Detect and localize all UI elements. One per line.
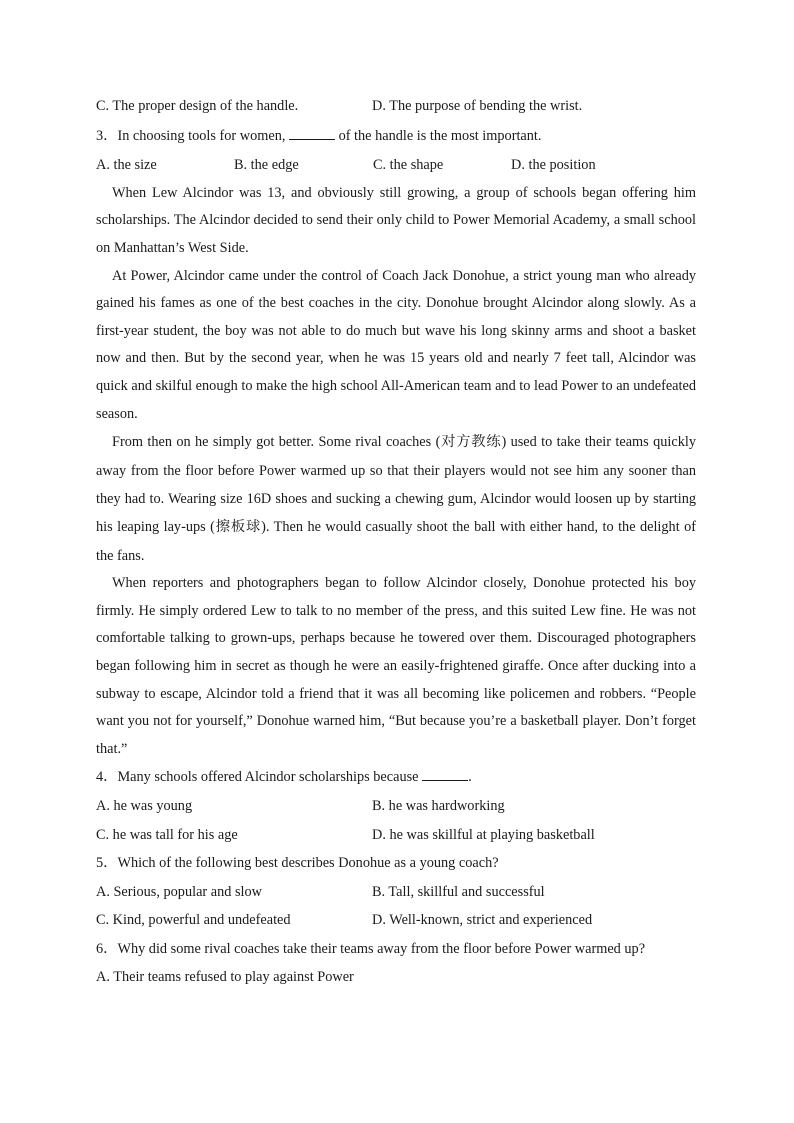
q4-option-c[interactable]: C. he was tall for his age <box>96 826 238 843</box>
question-5 <box>96 849 696 935</box>
q5-options-cd <box>96 906 696 935</box>
q5-option-d[interactable]: D. Well-known, strict and experienced <box>372 912 593 929</box>
q4-options-cd <box>96 821 696 850</box>
q3-option-c[interactable]: C. the shape <box>373 157 444 174</box>
question-3-stem <box>96 123 696 151</box>
reading-passage <box>96 180 696 764</box>
q4-option-a[interactable]: A. he was young <box>96 797 193 814</box>
question-4 <box>96 763 696 849</box>
q5-option-a[interactable]: A. Serious, popular and slow <box>96 883 262 900</box>
q4-options-ab <box>96 792 696 821</box>
q2-options-cd <box>96 93 696 121</box>
q2-option-d[interactable]: D. The purpose of bending the wrist. <box>372 98 583 114</box>
q5-option-c[interactable]: C. Kind, powerful and undefeated <box>96 912 291 929</box>
passage-paragraph-3: From then on he simply got better. Some rival coaches (对方教练) used to take their teams quickly away from the floor before Power warmed up so that their players would not see him any sooner than they had to. Wearing size 16D shoes and sucking a chewing gum, Alcindor would loosen up by starting his leaping lay-ups (擦板球). Then he would casually shoot the ball with either hand, to the delight of the fans. <box>96 434 696 564</box>
document-content <box>96 93 696 992</box>
q3-option-b[interactable]: B. the edge <box>234 157 299 174</box>
passage-paragraph-1: When Lew Alcindor was 13, and obviously still growing, a group of schools began offering him scholarships. The Alcindor decided to send their only child to Power Memorial Academy, a small school on Manhattan’s West Side. <box>96 184 696 256</box>
q2-option-c[interactable]: C. The proper design of the handle. <box>96 98 299 114</box>
q5-option-b[interactable]: B. Tall, skillful and successful <box>372 883 545 900</box>
passage-paragraph-4: When reporters and photographers began to follow Alcindor closely, Donohue protected his boy firmly. He simply ordered Lew to talk to no member of the press, and this suited Lew fine. He was not comfortable talking to grown-ups, perhaps because he towered over them. Discouraged photographers began following him in secret as though he were an easily-frightened giraffe. Once after ducking into a subway to escape, Alcindor told a friend that it was all becoming like policemen and robbers. “People want you not for yourself,” Donohue warned him, “But because you’re a basketball player. Don’t forget that.” <box>96 575 696 757</box>
question-6-stem: 6．Why did some rival coaches take their teams away from the floor before Power warmed up? <box>96 940 646 957</box>
q4-option-b[interactable]: B. he was hardworking <box>372 797 505 814</box>
q6-option-a[interactable]: A. Their teams refused to play against Power <box>96 969 354 986</box>
q4-option-d[interactable]: D. he was skillful at playing basketball <box>372 826 595 843</box>
answer-blank <box>289 125 335 140</box>
question-3-options <box>96 152 696 180</box>
q3-option-a[interactable]: A. the size <box>96 157 157 174</box>
question-5-stem: 5．Which of the following best describes Donohue as a young coach? <box>96 855 499 872</box>
question-3-stem-after: of the handle is the most important. <box>335 127 542 144</box>
question-3-stem-before: 3．In choosing tools for women, <box>96 127 289 144</box>
question-6 <box>96 935 696 992</box>
answer-blank <box>422 766 468 781</box>
passage-paragraph-2: At Power, Alcindor came under the control of Coach Jack Donohue, a strict young man who already gained his fames as one of the best coaches in the city. Donohue brought Alcindor along slowly. As a first-year student, the boy was not able to do much but wave his long skinny arms and shoot a basket now and then. But by the second year, when he was 15 years old and nearly 7 feet tall, Alcindor was quick and skilful enough to make the high school All-American team and to lead Power to an undefeated season. <box>96 267 696 422</box>
q6-option-a-row <box>96 963 696 992</box>
question-4-stem <box>96 763 696 792</box>
question-4-stem-end: . <box>468 769 472 786</box>
q3-option-d[interactable]: D. the position <box>511 157 596 174</box>
question-4-stem-text: 4．Many schools offered Alcindor scholarships because <box>96 769 419 786</box>
q5-options-ab <box>96 878 696 907</box>
